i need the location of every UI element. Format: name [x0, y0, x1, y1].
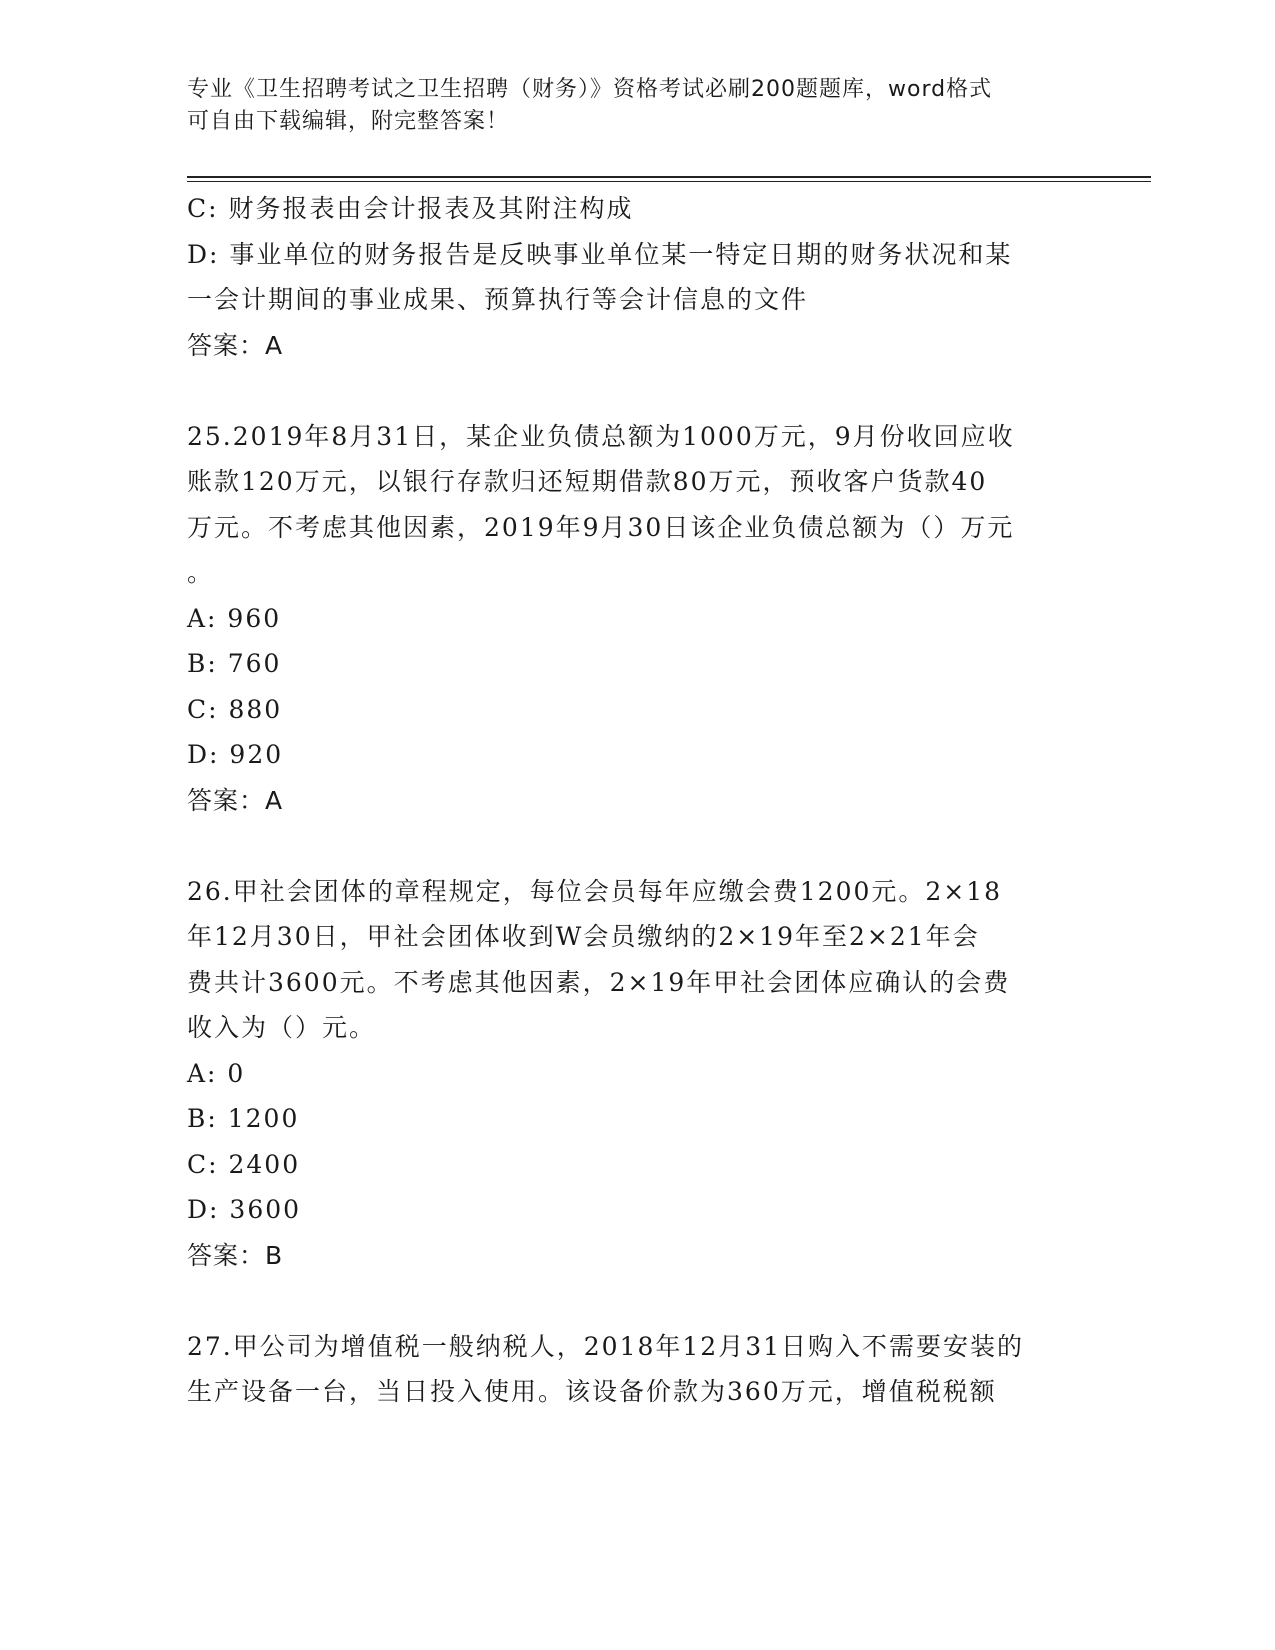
- option-a: A: 960: [187, 603, 282, 633]
- option-b: B: 760: [187, 649, 282, 678]
- spacer: [187, 823, 1087, 869]
- option-d: D: 3600: [187, 1195, 302, 1224]
- question-text-line-2: 年12月30日，甲社会团体收到W会员缴纳的2×19年至2×21年会: [187, 922, 980, 951]
- header-title-line-1: 专业《卫生招聘考试之卫生招聘（财务）》资格考试必刷200题题库，word格式: [187, 77, 993, 102]
- option-c: C: 财务报表由会计报表及其附注构成: [187, 194, 634, 223]
- option-a: A: 0: [187, 1058, 246, 1088]
- document-header: [187, 74, 1067, 138]
- question-27: [187, 1324, 1087, 1415]
- question-text-line-2: 账款120万元，以银行存款归还短期借款80万元，预收客户货款40: [187, 467, 988, 496]
- question-text-line-1: 27.甲公司为增值税一般纳税人，2018年12月31日购入不需要安装的: [187, 1331, 1025, 1361]
- option-b: B: 1200: [187, 1104, 300, 1133]
- answer: 答案：A: [187, 330, 284, 360]
- question-text-line-4: 。: [187, 558, 215, 587]
- question-text-line-3: 万元。不考虑其他因素，2019年9月30日该企业负债总额为（）万元: [187, 512, 1015, 542]
- option-c: C: 2400: [187, 1149, 301, 1179]
- question-25: [187, 414, 1087, 824]
- question-text-line-2: 生产设备一台，当日投入使用。该设备价款为360万元，增值税税额: [187, 1377, 997, 1406]
- header-divider-thin: [187, 181, 1151, 182]
- header-divider-thick: [187, 176, 1151, 178]
- option-d-line-1: D: 事业单位的财务报告是反映事业单位某一特定日期的财务状况和某: [187, 239, 1013, 269]
- question-text-line-4: 收入为（）元。: [187, 1013, 377, 1042]
- answer: 答案：B: [187, 1240, 284, 1270]
- question-text-line-1: 25.2019年8月31日，某企业负债总额为1000万元，9月份收回应收: [187, 421, 1015, 451]
- option-c: C: 880: [187, 694, 283, 724]
- answer: 答案：A: [187, 785, 284, 815]
- header-title-line-2: 可自由下载编辑，附完整答案！: [187, 109, 510, 134]
- question-26: [187, 869, 1087, 1279]
- question-text-line-1: 26.甲社会团体的章程规定，每位会员每年应缴会费1200元。2×18: [187, 876, 1003, 906]
- question-24-continued: [187, 186, 1087, 368]
- option-d-line-2: 一会计期间的事业成果、预算执行等会计信息的文件: [187, 285, 809, 314]
- spacer: [187, 368, 1087, 414]
- document-body: [187, 186, 1087, 1415]
- spacer: [187, 1278, 1087, 1324]
- option-d: D: 920: [187, 740, 284, 769]
- question-text-line-3: 费共计3600元。不考虑其他因素，2×19年甲社会团体应确认的会费: [187, 967, 1011, 997]
